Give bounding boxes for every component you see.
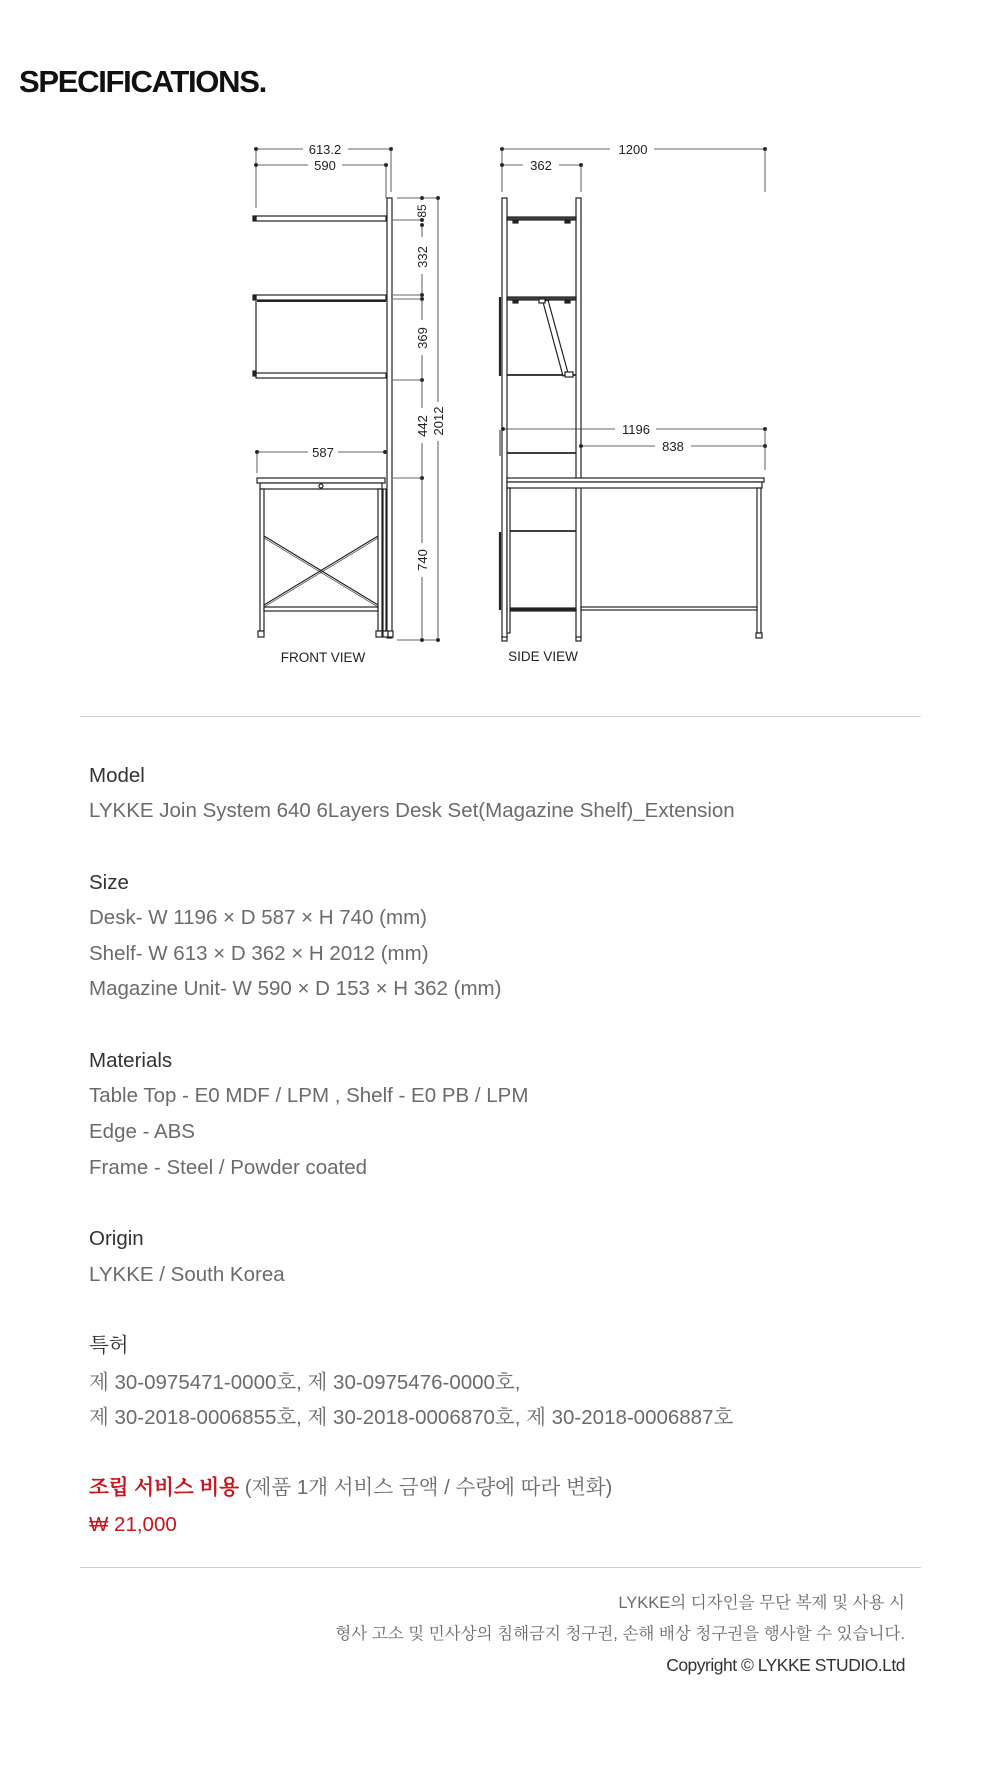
materials-edge: Edge - ABS [89, 1120, 195, 1143]
dim-740: 740 [415, 549, 430, 571]
front-view [253, 198, 393, 638]
dim-442: 442 [415, 415, 430, 437]
assembly-service-row [89, 1476, 612, 1500]
dim-85: 85 [415, 204, 429, 218]
patent-line-2: 제 30-2018-0006855호, 제 30-2018-0006870호, 제 30-2018-0006887호 [89, 1406, 734, 1429]
technical-drawing [0, 0, 1000, 700]
origin-value: LYKKE / South Korea [89, 1263, 285, 1286]
dim-369: 369 [415, 327, 430, 349]
model-value: LYKKE Join System 640 6Layers Desk Set(Magazine Shelf)_Extension [89, 799, 735, 822]
side-view-label: SIDE VIEW [508, 649, 578, 664]
dim-587: 587 [312, 445, 334, 460]
size-magazine-unit: Magazine Unit- W 590 × D 153 × H 362 (mm) [89, 977, 502, 1000]
footer-notice-line-2: 형사 고소 및 민사상의 침해금지 청구권, 손해 배상 청구권을 행사할 수 있습니다. [335, 1625, 905, 1643]
size-shelf: Shelf- W 613 × D 362 × H 2012 (mm) [89, 942, 429, 965]
assembly-service-note: (제품 1개 서비스 금액 / 수량에 따라 변화) [239, 1476, 613, 1499]
patent-label: 특허 [89, 1334, 129, 1357]
size-label: Size [89, 871, 129, 894]
divider-bottom [80, 1567, 921, 1568]
copyright: Copyright © LYKKE STUDIO.Ltd [666, 1655, 905, 1675]
materials-label: Materials [89, 1049, 173, 1072]
dim-362: 362 [530, 158, 552, 173]
dim-838: 838 [662, 439, 684, 454]
side-view [500, 198, 764, 641]
materials-frame: Frame - Steel / Powder coated [89, 1156, 368, 1179]
patent-line-1: 제 30-0975471-0000호, 제 30-0975476-0000호, [89, 1371, 521, 1394]
divider-top [80, 716, 921, 717]
dim-590: 590 [314, 158, 336, 173]
assembly-service-price: ₩ 21,000 [89, 1513, 177, 1536]
model-label: Model [89, 764, 145, 787]
dim-1196: 1196 [622, 422, 650, 437]
dim-613-2: 613.2 [308, 142, 342, 157]
dim-2012: 2012 [431, 406, 446, 436]
dim-332: 332 [415, 246, 430, 268]
front-view-label: FRONT VIEW [280, 650, 366, 665]
materials-table-top: Table Top - E0 MDF / LPM , Shelf - E0 PB / LPM [89, 1084, 529, 1107]
origin-label: Origin [89, 1227, 144, 1250]
footer-notice-line-1: LYKKE의 디자인을 무단 복제 및 사용 시 [618, 1594, 905, 1612]
page-title: SPECIFICATIONS. [19, 64, 266, 99]
size-desk: Desk- W 1196 × D 587 × H 740 (mm) [89, 906, 427, 929]
dim-1200: 1200 [618, 142, 648, 157]
assembly-service-label: 조립 서비스 비용 [89, 1476, 240, 1499]
